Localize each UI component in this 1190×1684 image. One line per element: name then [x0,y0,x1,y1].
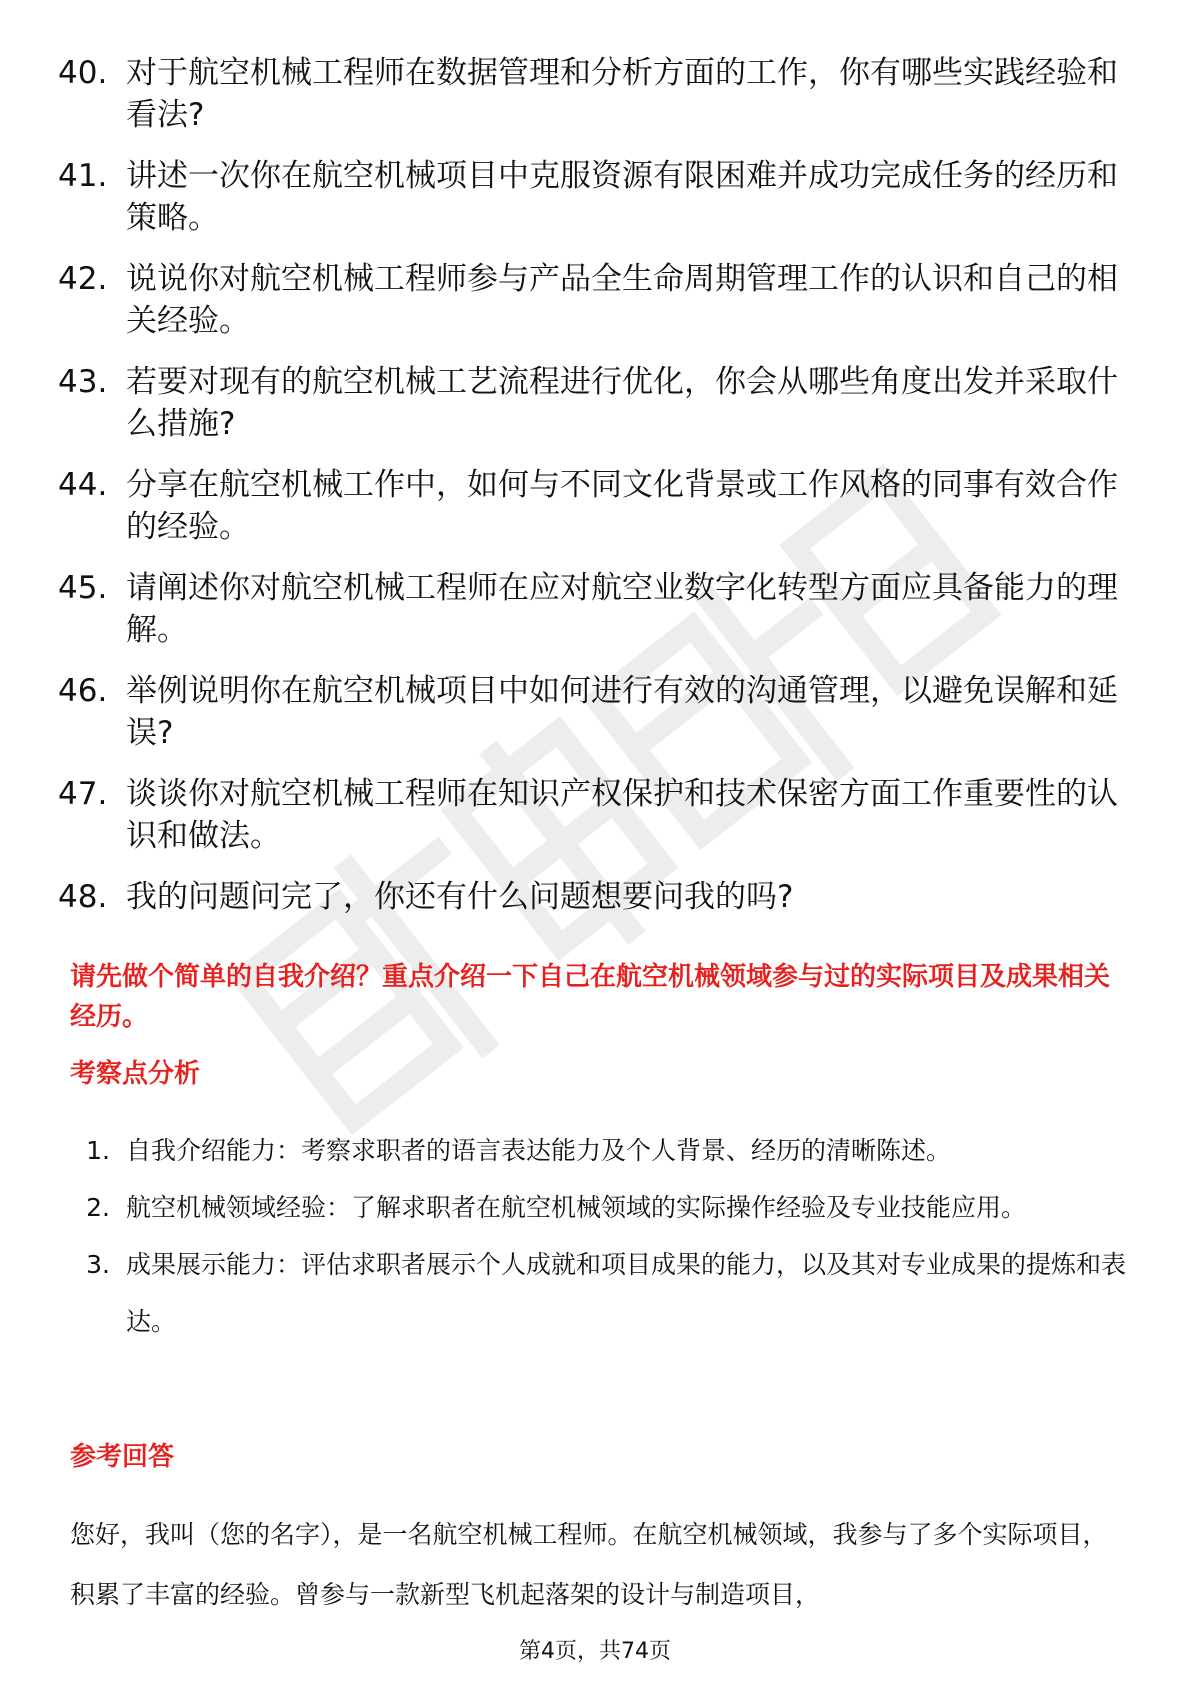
point-text: 成果展示能力：评估求职者展示个人成就和项目成果的能力，以及其对专业成果的提炼和表达。 [126,1250,1127,1336]
question-number: 44. [58,467,108,503]
question-text: 对于航空机械工程师在数据管理和分析方面的工作，你有哪些实践经验和看法? [126,55,1118,133]
question-text: 举例说明你在航空机械项目中如何进行有效的沟通管理，以避免误解和延误? [126,673,1118,751]
question-text: 谈谈你对航空机械工程师在知识产权保护和技术保密方面工作重要性的认识和做法。 [126,776,1118,854]
analysis-points [70,1122,1130,1350]
analysis-point [70,1122,1130,1179]
question-text: 若要对现有的航空机械工艺流程进行优化，你会从哪些角度出发并采取什么措施? [126,364,1118,442]
question-number: 41. [58,158,108,194]
analysis-heading: 考察点分析 [70,1059,201,1089]
question-text: 我的问题问完了，你还有什么问题想要问我的吗? [126,879,794,915]
question-item [58,52,1138,136]
point-number: 2. [86,1193,110,1222]
question-number: 48. [58,879,108,915]
answer-text: 您好，我叫（您的名字），是一名航空机械工程师。在航空机械领域，我参与了多个实际项目，积累了丰富的经验。曾参与一款新型飞机起落架的设计与制造项目， [70,1520,1108,1609]
question-item [58,155,1138,239]
question-item [58,876,1138,918]
question-text: 请阐述你对航空机械工程师在应对航空业数字化转型方面应具备能力的理解。 [126,570,1118,648]
point-text: 自我介绍能力：考察求职者的语言表达能力及个人背景、经历的清晰陈述。 [126,1136,952,1165]
question-item [58,258,1138,342]
question-item [58,464,1138,548]
question-number: 47. [58,776,108,812]
point-number: 1. [86,1136,110,1165]
analysis-point [70,1179,1130,1236]
point-number: 3. [86,1250,110,1279]
answer-heading: 参考回答 [70,1442,175,1472]
question-item [58,670,1138,754]
page-footer: 第4页，共74页 [519,1639,671,1664]
point-text: 航空机械领域经验：了解求职者在航空机械领域的实际操作经验及专业技能应用。 [126,1193,1027,1222]
analysis-point [70,1236,1130,1350]
question-number: 46. [58,673,108,709]
question-number: 40. [58,55,108,91]
question-number: 45. [58,570,108,606]
question-list [58,52,1138,937]
question-text: 分享在航空机械工作中，如何与不同文化背景或工作风格的同事有效合作的经验。 [126,467,1118,545]
question-number: 43. [58,364,108,400]
question-item [58,567,1138,651]
question-item [58,773,1138,857]
question-text: 讲述一次你在航空机械项目中克服资源有限困难并成功完成任务的经历和策略。 [126,158,1118,236]
question-text: 说说你对航空机械工程师参与产品全生命周期管理工作的认识和自己的相关经验。 [126,261,1118,339]
highlight-question: 请先做个简单的自我介绍？重点介绍一下自己在航空机械领域参与过的实际项目及成果相关经历。 [70,962,1111,1032]
question-number: 42. [58,261,108,297]
question-item [58,361,1138,445]
